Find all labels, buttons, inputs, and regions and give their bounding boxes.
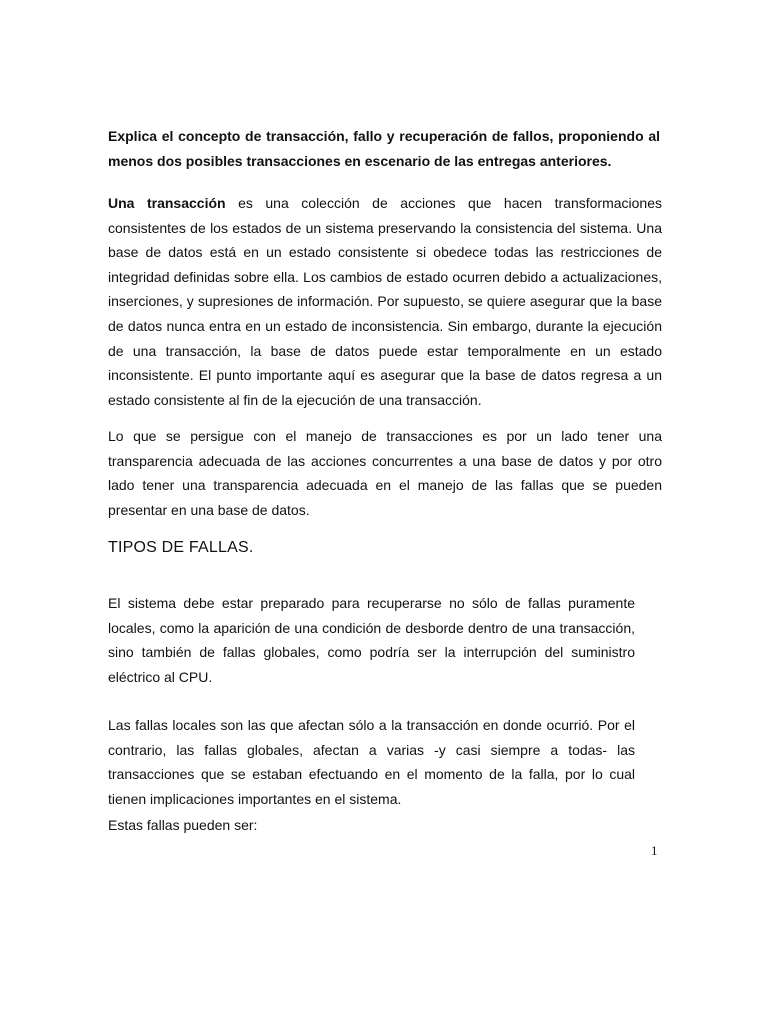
page-number: 1 (651, 843, 658, 858)
paragraph-recovery-scope: El sistema debe estar preparado para recuperarse no sólo de fallas puramente locales, como la aparición de una condición de desborde dentro de una transacción, sino también de fallas globales, como podría ser la interrupción del suministro eléctrico al CPU. (108, 595, 635, 685)
section-heading-failure-types: TIPOS DE FALLAS. (108, 539, 254, 556)
transaction-definition-text: es una colección de acciones que hacen transformaciones consistentes de los estados de un sistema preservando la consistencia del sistema. Una base de datos está en un estado consistente si obedece todas las restricciones de integridad definidas sobre ella. Los cambios de estado ocurren debido a actualizaciones, inserciones, y supresiones de información. Por supuesto, se quiere asegurar que la base de datos nunca entra en un estado de inconsistencia. Sin embargo, durante la ejecución de una transacción, la base de datos puede estar temporalmente en un estado inconsistente. El punto importante aquí es asegurar que la base de datos regresa a un estado consistente al fin de la ejecución de una transacción. (108, 195, 662, 408)
paragraph-failure-list-intro: Estas fallas pueden ser: (108, 817, 258, 833)
question-prompt: Explica el concepto de transacción, fallo y recuperación de fallos, proponiendo al menos dos posibles transacciones en escenario de las entregas anteriores. (108, 128, 660, 169)
paragraph-transaction-definition (108, 191, 662, 412)
paragraph-local-global-failures: Las fallas locales son las que afectan sólo a la transacción en donde ocurrió. Por el contrario, las fallas globales, afectan a varias -y casi siempre a todas- las transacciones que se estaban efectuando en el momento de la falla, por lo cual tienen implicaciones importantes en el sistema. (108, 717, 635, 807)
paragraph-transaction-goals: Lo que se persigue con el manejo de transacciones es por un lado tener una transparencia adecuada de las acciones concurrentes a una base de datos y por otro lado tener una transparencia adecuada en el manejo de las fallas que se pueden presentar en una base de datos. (108, 428, 662, 518)
transaction-term: Una transacción (108, 195, 226, 211)
